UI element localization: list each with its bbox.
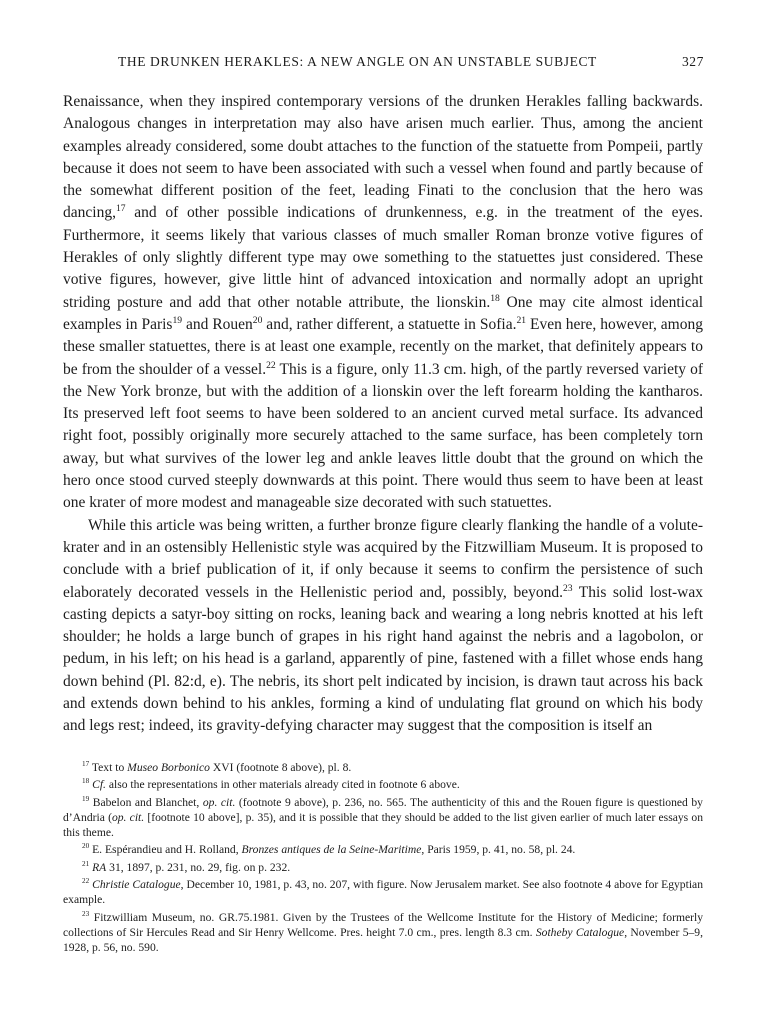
text-run: and of other possible indications of drunkenness, e.g. in the treatment of the eyes. Furthermore, it seems likely that various classes of much smaller Roman bronze votive figures of Herakles of only slightly different type may owe something to the statuettes just considered. These votive figures, however, give little hint of advanced intoxication and normally adopt an upright striding posture and add that other notable attribute, the lionskin.	[63, 204, 703, 311]
text-run: This solid lost-wax casting depicts a satyr-boy sitting on rocks, leaning back and wearing a long nebris knotted at his left shoulder; he holds a large bunch of grapes in his right hand against the nebris and a lagobolon, or pedum, in his left; on his head is a garland, apparently of pine, fastened with a fillet whose ends hang down behind (Pl. 82:d, e). The nebris, its short pelt indicated by incision, is drawn taut across his back and extends down behind to his ankles, forming a kind of undulating flat ground on which his body and legs rest; indeed, its gravity-defying character may suggest that the composition is itself an	[63, 583, 703, 735]
text-run: Even here, however, among these smaller statuettes, there is at least one example, recently on the market, that definitely appears to be from the shoulder of a vessel.	[63, 315, 703, 378]
footnote-18: $^{18}$ Cf. also the representations in other materials already cited in footnote 6 above.	[82, 777, 460, 792]
footnote-21: $^{21}$ RA 31, 1897, p. 231, no. 29, fig. on p. 232.	[82, 859, 291, 874]
text-run: Renaissance, when they inspired contemporary versions of the drunken Herakles falling backwards. Analogous changes in interpretation may also have arisen much earlier. Thus, among the ancient examples already considered, some doubt attaches to the function of the statuette from Pompeii, partly because it does not seem to have been associated with such a vessel when found and partly because of the somewhat different position of the feet, leading Finati to the conclusion that the hero was dancing,	[63, 93, 703, 222]
running-head-title: THE DRUNKEN HERAKLES: A NEW ANGLE ON AN UNSTABLE SUBJECT	[118, 54, 597, 69]
footnote-ref-17: 17	[115, 203, 126, 215]
footnote-23: $^{23}$ Fitzwilliam Museum, no. GR.75.1981. Given by the Trustees of the Wellcome Institute for the History of Medicine; formerly collections of Sir Hercules Read and Sir Henry Wellcome. Pres. height 7.0 cm., pres. length 8.3 cm. Sotheby Catalogue, November 5–9, 1928, p. 56, no. 590.	[63, 909, 703, 955]
paragraph-1	[63, 91, 703, 515]
footnote-22: $^{22}$ Christie Catalogue, December 10, 1981, p. 43, no. 207, with figure. Now Jerusalem market. See also footnote 4 above for Egyptian example.	[63, 877, 703, 907]
text-run: This is a figure, only 11.3 cm. high, of the partly reversed variety of the New York bronze, but with the addition of a lionskin over the left forearm holding the kantharos. Its preserved left foot seems to have been soldered to an ancient curved metal surface. Its advanced right foot, possibly originally more securely attached to the same surface, has been completely torn away, but what survives of the lower leg and ankle leaves little doubt that the ground on which the hero once stood curved steeply downwards at this point. There would thus seem to have been at least one krater of more modest and manageable size decorated with such statuettes.	[63, 360, 703, 512]
footnote-ref-18: 18	[490, 292, 500, 304]
text-run: and, rather different, a statuette in Sofia.	[262, 315, 517, 333]
footnote-19: $^{19}$ Babelon and Blanchet, op. cit. (footnote 9 above), p. 236, no. 565. The authenticity of this and the Rouen figure is questioned by d’Andria (op. cit. [footnote 10 above], p. 35), and it is possible that they should be added to the list given earlier of much later essays on this theme.	[63, 794, 703, 840]
text-run: and Rouen	[182, 315, 253, 333]
paragraph-2	[63, 515, 703, 738]
footnotes	[63, 760, 703, 958]
footnote-17: $^{17}$ Text to Museo Borbonico XVI (footnote 8 above), pl. 8.	[82, 760, 352, 774]
footnote-ref-23: 23	[562, 582, 573, 594]
footnote-ref-20: 20	[252, 314, 263, 326]
footnote-ref-21: 21	[516, 314, 527, 326]
text-run: One may cite almost identical examples in Paris	[63, 293, 704, 333]
footnote-20: $^{20}$ E. Espérandieu and H. Rolland, Bronzes antiques de la Seine-Maritime, Paris 1959, p. 41, no. 58, pl. 24.	[82, 842, 576, 857]
footnote-ref-22: 22	[266, 359, 276, 371]
page-number: 327	[681, 54, 704, 69]
article-body	[63, 91, 703, 738]
footnote-ref-19: 19	[172, 314, 183, 326]
text-run: While this article was being written, a further bronze figure clearly flanking the handle of a volute-krater and in an ostensibly Hellenistic style was acquired by the Fitzwilliam Museum. It is proposed to conclude with a brief publication of it, if only because it seems to confirm the persistence of such elaborately decorated vessels in the Hellenistic period and, possibly, beyond.	[63, 516, 703, 601]
